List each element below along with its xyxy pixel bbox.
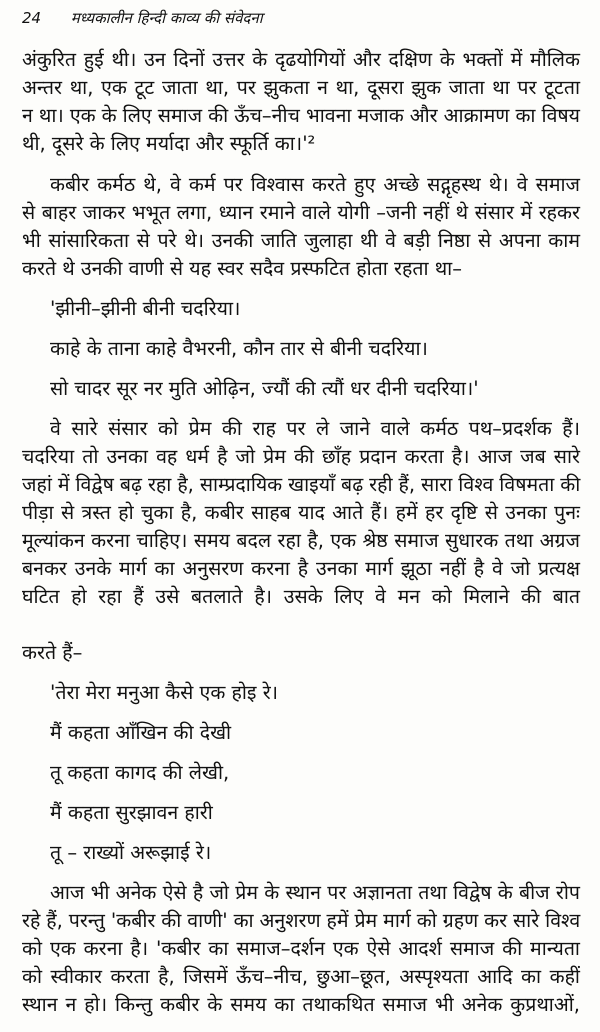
text-line: स्थान न हो। किन्तु कबीर के समय का तथाकथित समाज भी अनेक कुप्रथाओं, [22, 993, 580, 1016]
text-line: थी, दूसरे के लिए मर्यादा और स्फूर्ति का।'² [22, 132, 316, 155]
text-line: अन्तर था, एक टूट जाता था, पर झुकता न था, दूसरा झुक जाता था पर टूटता [22, 76, 580, 99]
verse-line: काहे के ताना काहे वैभरनी, कौन तार से बीनी चदरिया। [50, 337, 428, 360]
text-line: चदरिया तो उनका वह धर्म है जो प्रेम की छाँह प्रदान करता है। आज जब सारे [22, 445, 580, 468]
text-line: रहे हैं, परन्तु 'कबीर की वाणी' का अनुशरण हमें प्रेम मार्ग को ग्रहण कर सारे विश्व [22, 909, 581, 932]
verse-line: 'तेरा मेरा मनुआ कैसे एक होइ रे। [50, 681, 279, 704]
running-title: मध्यकालीन हिन्दी काव्य की संवेदना [70, 9, 263, 27]
verse-line: तू – राख्यों अरूझाई रे। [50, 841, 212, 864]
verse-line: सो चादर सूर नर मुति ओढ़िन, ज्यौं की त्यौं धर दीनी चदरिया।' [50, 377, 479, 400]
text-line: घटित हो रहा हैं उसे बतलाते है। उसके लिए वे मन को मिलाने की बात [22, 585, 580, 608]
text-line: आज भी अनेक ऐसे है जो प्रेम के स्थान पर अज्ञानता तथा विद्वेष के बीज रोप [50, 881, 580, 904]
text-line: न था। एक के लिए समाज की ऊँच–नीच भावना मजाक और आक्रामण का विषय [22, 104, 580, 127]
text-line: पीड़ा से त्रस्त हो चुका है, कबीर साहब याद आते हैं। हमें हर दृष्टि से उनका पुनः [22, 501, 580, 524]
text-line: अंकुरित हुई थी। उन दिनों उत्तर के दृढयोगियों और दक्षिण के भक्तों में मौलिक [22, 48, 580, 71]
text-line: से बाहर जाकर भभूत लगा, ध्यान रमाने वाले योगी –जनी नहीं थे संसार में रहकर [22, 201, 580, 224]
text-line: करते हैं– [22, 641, 83, 664]
running-header [22, 8, 263, 28]
text-line: मूल्यांकन करना चाहिए। समय बदल रहा है, एक श्रेष्ठ समाज सुधारक तथा अग्रज [22, 529, 580, 552]
verse-line: मैं कहता आँखिन की देखी [50, 721, 232, 744]
verse-line: मैं कहता सुरझावन हारी [50, 801, 213, 824]
text-line: भी सांसारिकता से परे थे। उनकी जाति जुलाहा थी वे बड़ी निष्ठा से अपना काम [22, 229, 580, 252]
text-line: कबीर कर्मठ थे, वे कर्म पर विश्वास करते हुए अच्छे सद्गृहस्थ थे। वे समाज [50, 173, 580, 196]
text-line: को एक करना है। 'कबीर का समाज–दर्शन एक ऐसे आदर्श समाज की मान्यता [22, 937, 580, 960]
text-line: बनकर उनके मार्ग का अनुसरण करना है उनका मार्ग झूठा नहीं है वे जो प्रत्यक्ष [22, 557, 580, 580]
verse-line: तू कहता कागद की लेखी, [50, 761, 230, 784]
text-line: करते थे उनकी वाणी से यह स्वर सदैव प्रस्फटित होता रहता था– [22, 257, 462, 280]
page-number: 24 [22, 9, 42, 27]
text-line: वे सारे संसार को प्रेम की राह पर ले जाने वाले कर्मठ पथ–प्रदर्शक हैं। [50, 417, 580, 440]
text-line: को स्वीकार करता है, जिसमें ऊँच–नीच, छुआ–छूत, अस्पृश्यता आदि का कहीं [22, 965, 580, 988]
verse-line: 'झीनी–झीनी बीनी चदरिया। [50, 297, 241, 320]
text-line: जहां में विद्वेष बढ़ रहा है, साम्प्रदायिक खाइयाँ बढ़ रही हैं, सारा विश्व विषमता की [22, 473, 581, 496]
